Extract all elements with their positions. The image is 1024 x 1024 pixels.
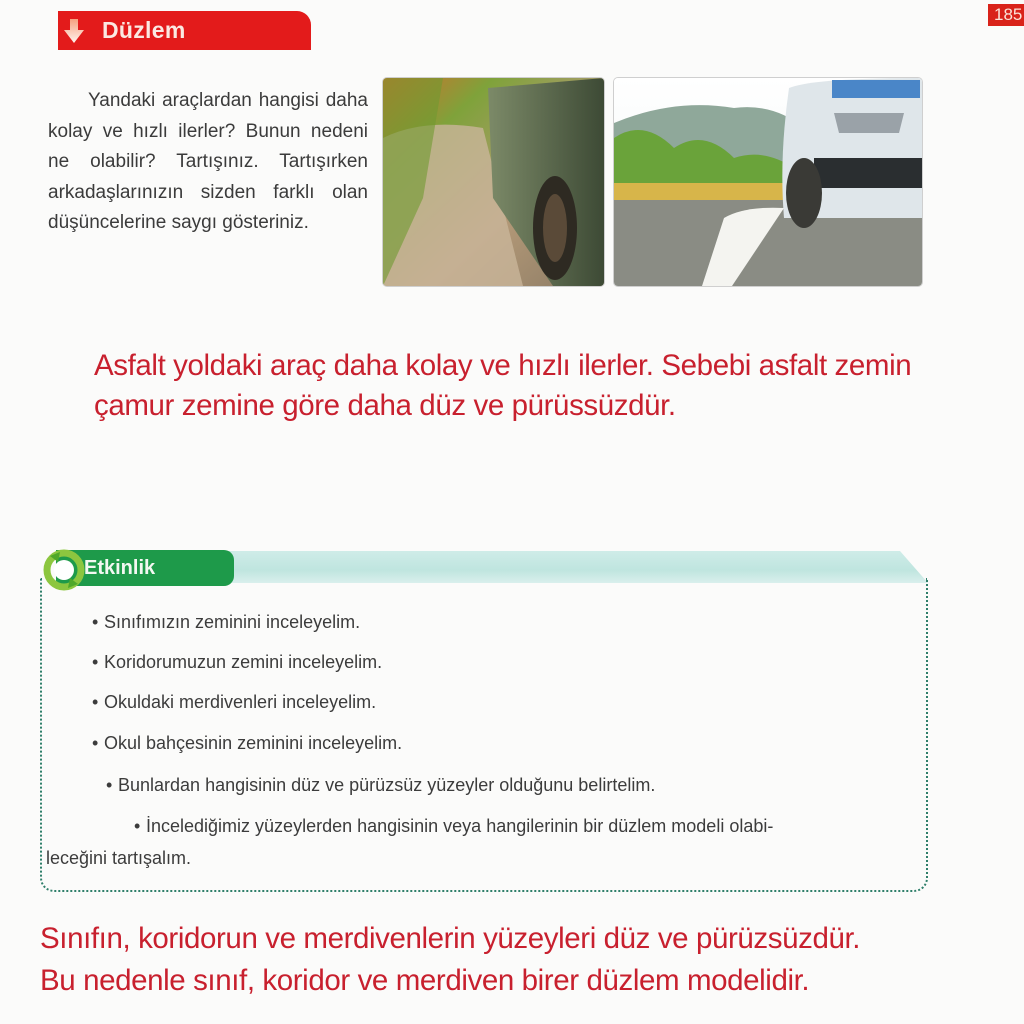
mud-road-photo (382, 77, 605, 287)
activity-title: Etkinlik (84, 556, 156, 579)
asphalt-road-photo (613, 77, 923, 287)
answer-2-line-1: Sınıfın, koridorun ve merdivenlerin yüzeyleri düz ve pürüzsüzdür. (40, 922, 861, 955)
intro-paragraph: Yandaki araçlardan hangisi daha kolay ve hızlı ilerler? Bunun nedeni ne olabilir? Tartışınız. Tartışırken arkadaşlarınızın sizden farklı olan düşüncelerine saygı gösteriniz. (48, 90, 368, 233)
list-item: • Bunlardan hangisinin düz ve pürüzsüz yüzeyler olduğunu belirtelim. (106, 775, 656, 795)
section-title: Düzlem (102, 17, 186, 43)
list-item: • Okul bahçesinin zeminini inceleyelim. (92, 733, 403, 753)
section-header (58, 11, 311, 50)
list-item: • Okuldaki merdivenleri inceleyelim. (92, 692, 377, 712)
list-item: • İncelediğimiz yüzeylerden hangisinin veya hangilerinin bir düzlem modeli olabi- (134, 816, 774, 836)
list-item: • Koridorumuzun zemini inceleyelim. (92, 652, 383, 672)
answer-text-1 (94, 346, 1024, 426)
list-item-continuation: leceğini tartışalım. (46, 848, 192, 868)
answer-text-2 (40, 918, 1024, 1002)
page-number: 185 (988, 4, 1024, 26)
answer-1-line-2: çamur zemine göre daha düz ve pürüssüzdür. (94, 389, 676, 422)
list-item: • Sınıfımızın zeminini inceleyelim. (92, 612, 361, 632)
down-arrow-icon (58, 11, 90, 50)
answer-1-line-1: Asfalt yoldaki araç daha kolay ve hızlı ilerler. Sebebi asfalt zemin (94, 349, 912, 382)
recycle-arrows-icon (42, 544, 86, 596)
answer-2-line-2: Bu nedenle sınıf, koridor ve merdiven birer düzlem modelidir. (40, 964, 810, 997)
